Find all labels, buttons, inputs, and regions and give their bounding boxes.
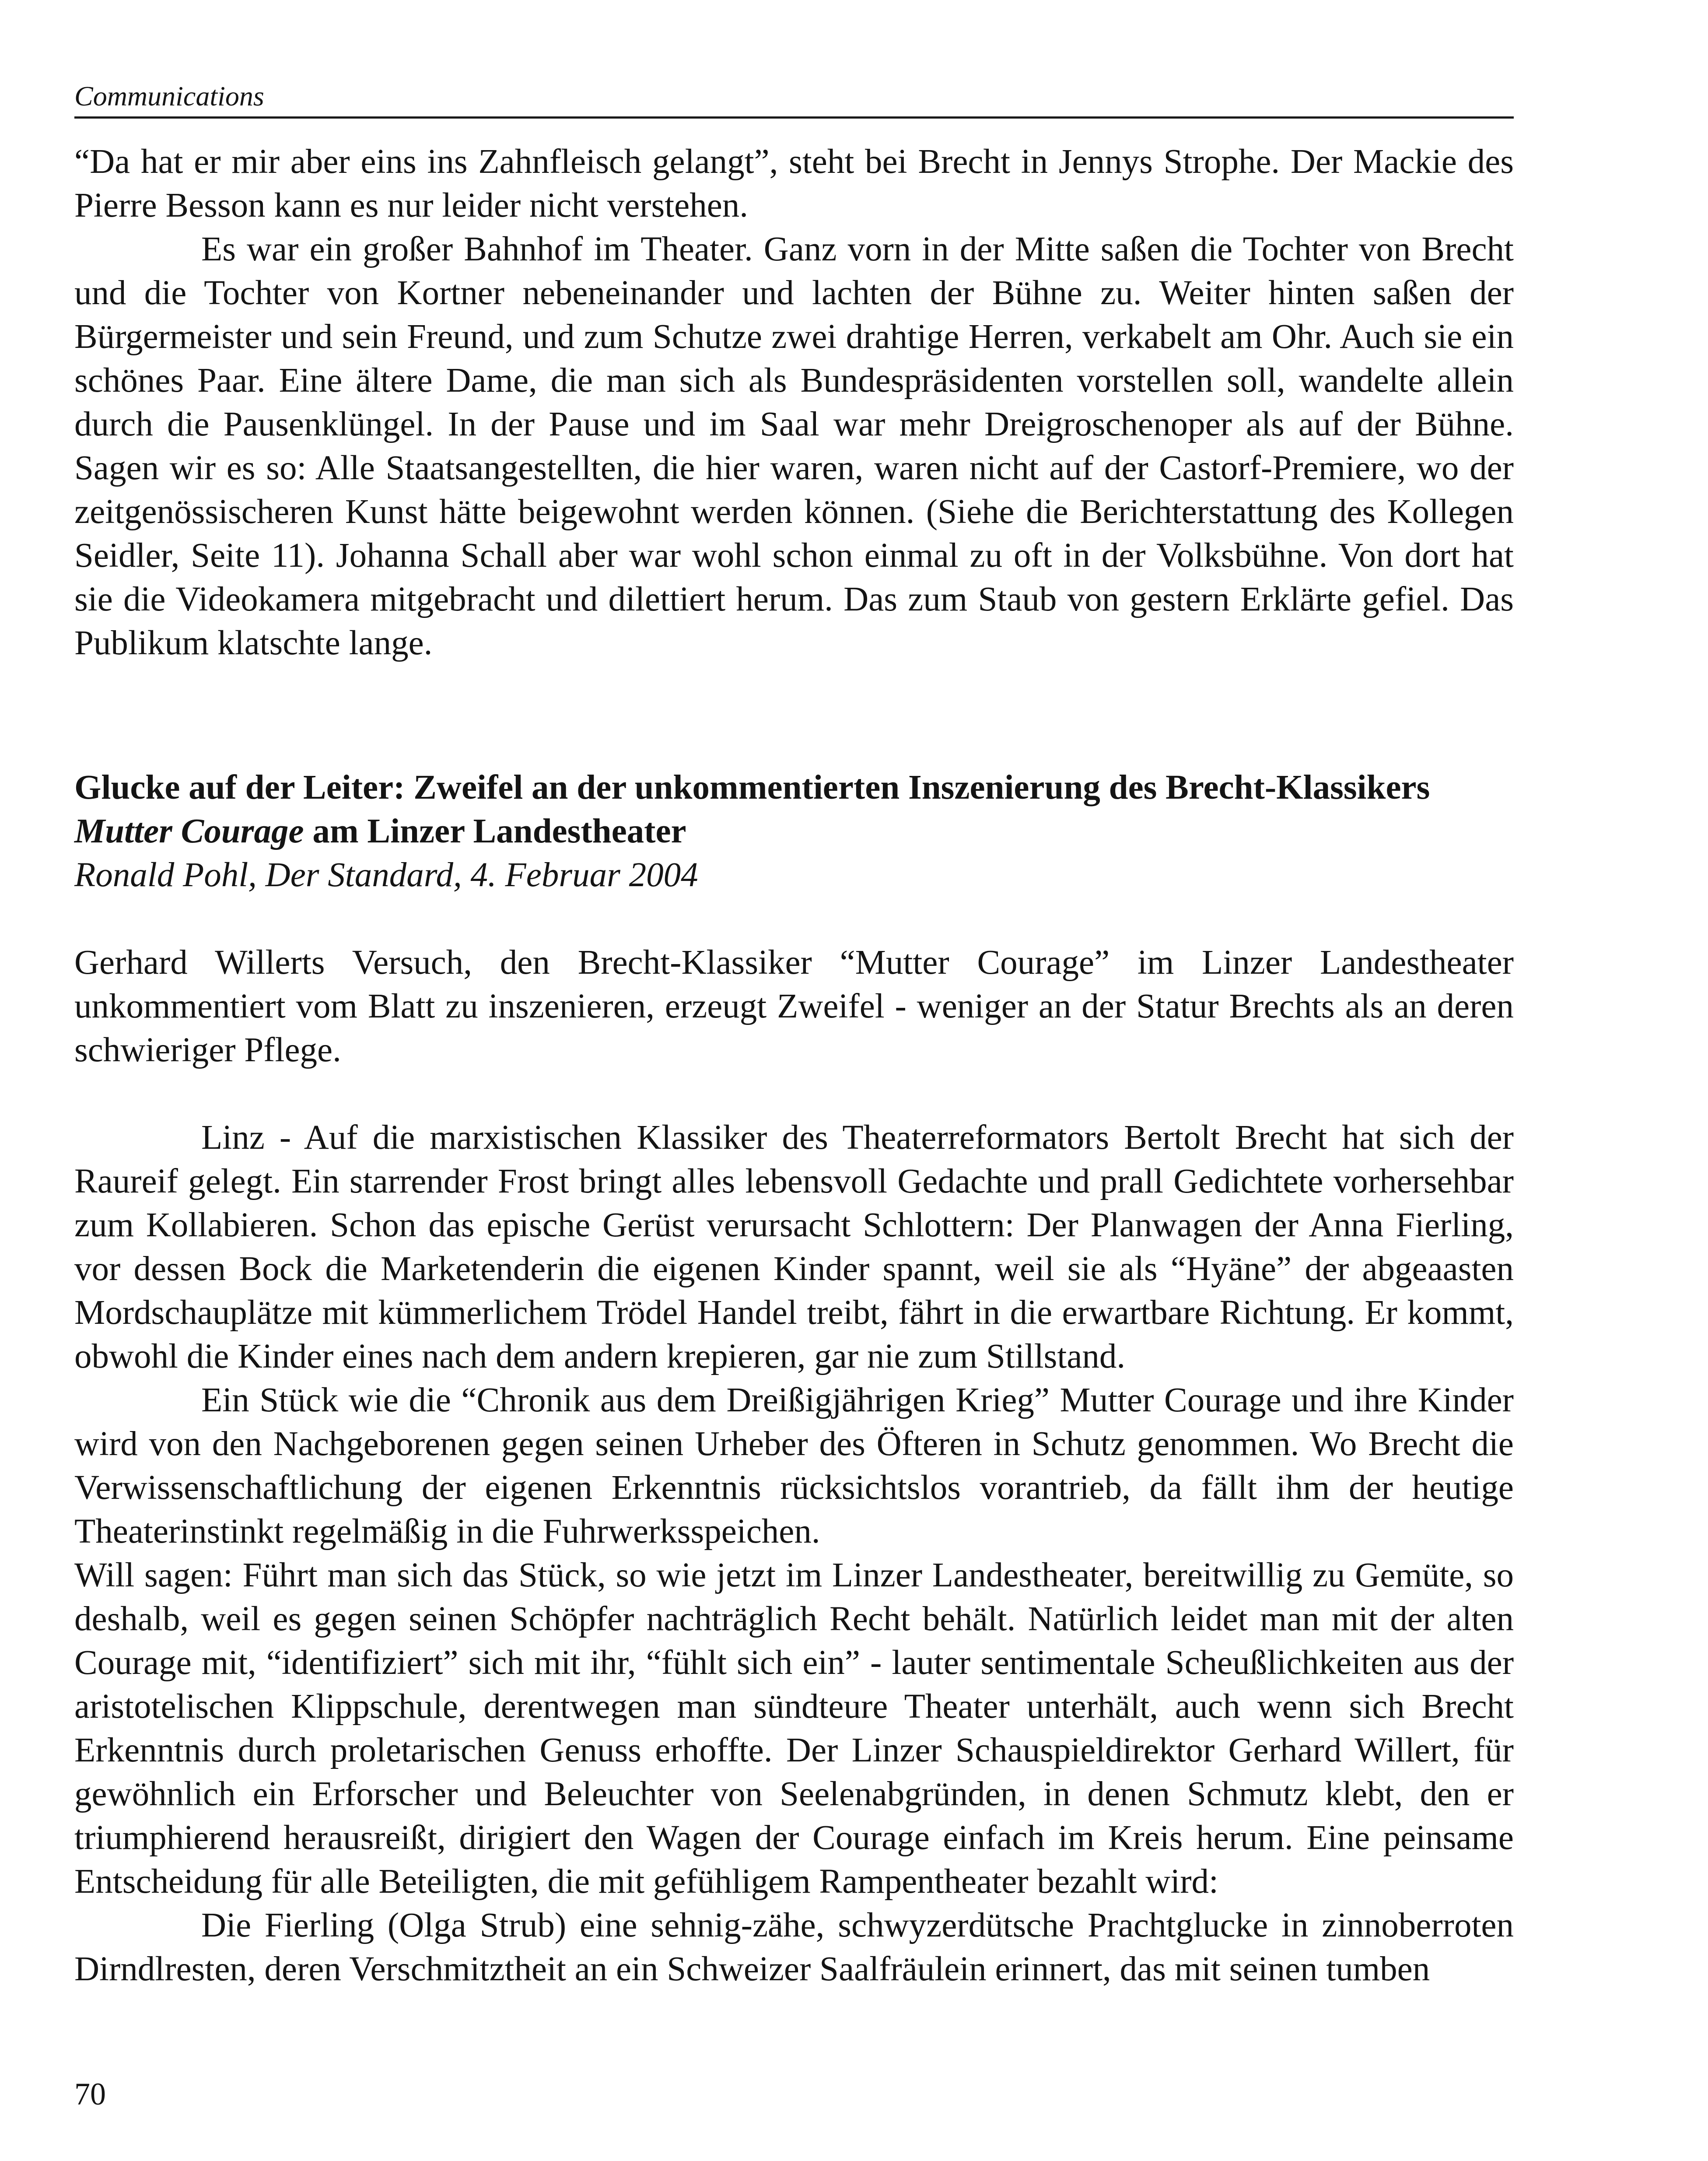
page [74,70,1514,2127]
byline-spacer [74,897,1514,941]
article-title-part-1: Glucke auf der Leiter: Zweifel an der unkommentierten Inszenierung des Brecht-Klassikers [74,768,1430,807]
intro-paragraph-2: Es war ein großer Bahnhof im Theater. Ganz vorn in der Mitte saßen die Tochter von Brecht und die Tochter von Kortner nebeneinander und lachten der Bühne zu. Weiter hinten saßen der Bürgermeister und sein Freund, und zum Schutze zwei drahtige Herren, verkabelt am Ohr. Auch sie ein schönes Paar. Eine ältere Dame, die man sich als Bundespräsidenten vorstellen soll, wandelte allein durch die Pausenklüngel. In der Pause und im Saal war mehr Dreigroschenoper als auf der Bühne. Sagen wir es so: Alle Staatsangestellten, die hier waren, waren nicht auf der Castorf-Premiere, wo der zeitgenössischeren Kunst hätte beigewohnt werden können. (Siehe die Berichterstattung des Kollegen Seidler, Seite 11). Johanna Schall aber war wohl schon einmal zu oft in der Volksbühne. Von dort hat sie die Videokamera mitgebracht und dilettiert herum. Das zum Staub von gestern Erklärte gefiel. Das Publikum klatschte lange. [74,230,1514,662]
article-title [74,766,1514,853]
page-number: 70 [74,2077,106,2112]
article-paragraph-3: Will sagen: Führt man sich das Stück, so wie jetzt im Linzer Landestheater, bereitwillig zu Gemüte, so deshalb, weil es gegen seinen Schöpfer nachträglich Recht behält. Natürlich leidet man mit der alten Courage mit, “identifiziert” sich mit ihr, “fühlt sich ein” - lauter sentimentale Scheußlichkeiten aus der aristotelischen Klippschule, derentwegen man sündteure Theater unterhält, auch wenn sich Brecht Erkenntnis durch proletarischen Genuss erhoffte. Der Linzer Schauspieldirektor Gerhard Willert, für gewöhnlich ein Erforscher und Beleuchter von Seelenabgründen, in denen Schmutz klebt, den er triumphierend herausreißt, dirigiert den Wagen der Courage einfach im Kreis herum. Eine peinsame Entscheidung für alle Beteiligten, die mit gefühligem Rampentheater bezahlt wird: [74,1556,1514,1901]
lead-spacer [74,1072,1514,1116]
article-title-part-2: am Linzer Landestheater [304,812,686,850]
section-spacer [74,665,1514,766]
article-title-work: Mutter Courage [74,812,304,850]
article-lead: Gerhard Willerts Versuch, den Brecht-Klassiker “Mutter Courage” im Linzer Landestheater unkommentiert vom Blatt zu inszenieren, erzeugt Zweifel - weniger an der Statur Brechts als an deren schwieriger Pflege. [74,944,1514,1069]
article-paragraph-2: Ein Stück wie die “Chronik aus dem Dreißigjährigen Krieg” Mutter Courage und ihre Kinder wird von den Nachgeborenen gegen seinen Urheber des Öfteren in Schutz genommen. Wo Brecht die Verwissenschaftlichung der eigenen Erkenntnis rücksichtslos vorantrieb, da fällt ihm der heutige Theaterinstinkt regelmäßig in die Fuhrwerksspeichen. [74,1381,1514,1551]
article-paragraph-4: Die Fierling (Olga Strub) eine sehnig-zähe, schwyzerdütsche Prachtglucke in zinnoberroten Dirndlresten, deren Verschmitztheit an ein Schweizer Saalfräulein erinnert, das mit seinen tumben [74,1906,1514,1988]
article-byline: Ronald Pohl, Der Standard, 4. Februar 2004 [74,856,698,894]
intro-paragraph-1: “Da hat er mir aber eins ins Zahnfleisch gelangt”, steht bei Brecht in Jennys Strophe. Der Mackie des Pierre Besson kann es nur leider nicht verstehen. [74,143,1514,225]
running-head: Communications [74,79,1514,119]
page-content [74,140,1514,1991]
article-paragraph-1: Linz - Auf die marxistischen Klassiker des Theaterreformators Bertolt Brecht hat sich der Raureif gelegt. Ein starrender Frost bringt alles lebensvoll Gedachte und prall Gedichtete vorhersehbar zum Kollabieren. Schon das epische Gerüst verursacht Schlottern: Der Planwagen der Anna Fierling, vor dessen Bock die Marketenderin die eigenen Kinder spannt, weil sie als “Hyäne” der abgeaasten Mordschauplätze mit kümmerlichem Trödel Handel treibt, fährt in die erwartbare Richtung. Er kommt, obwohl die Kinder eines nach dem andern krepieren, gar nie zum Stillstand. [74,1119,1514,1375]
